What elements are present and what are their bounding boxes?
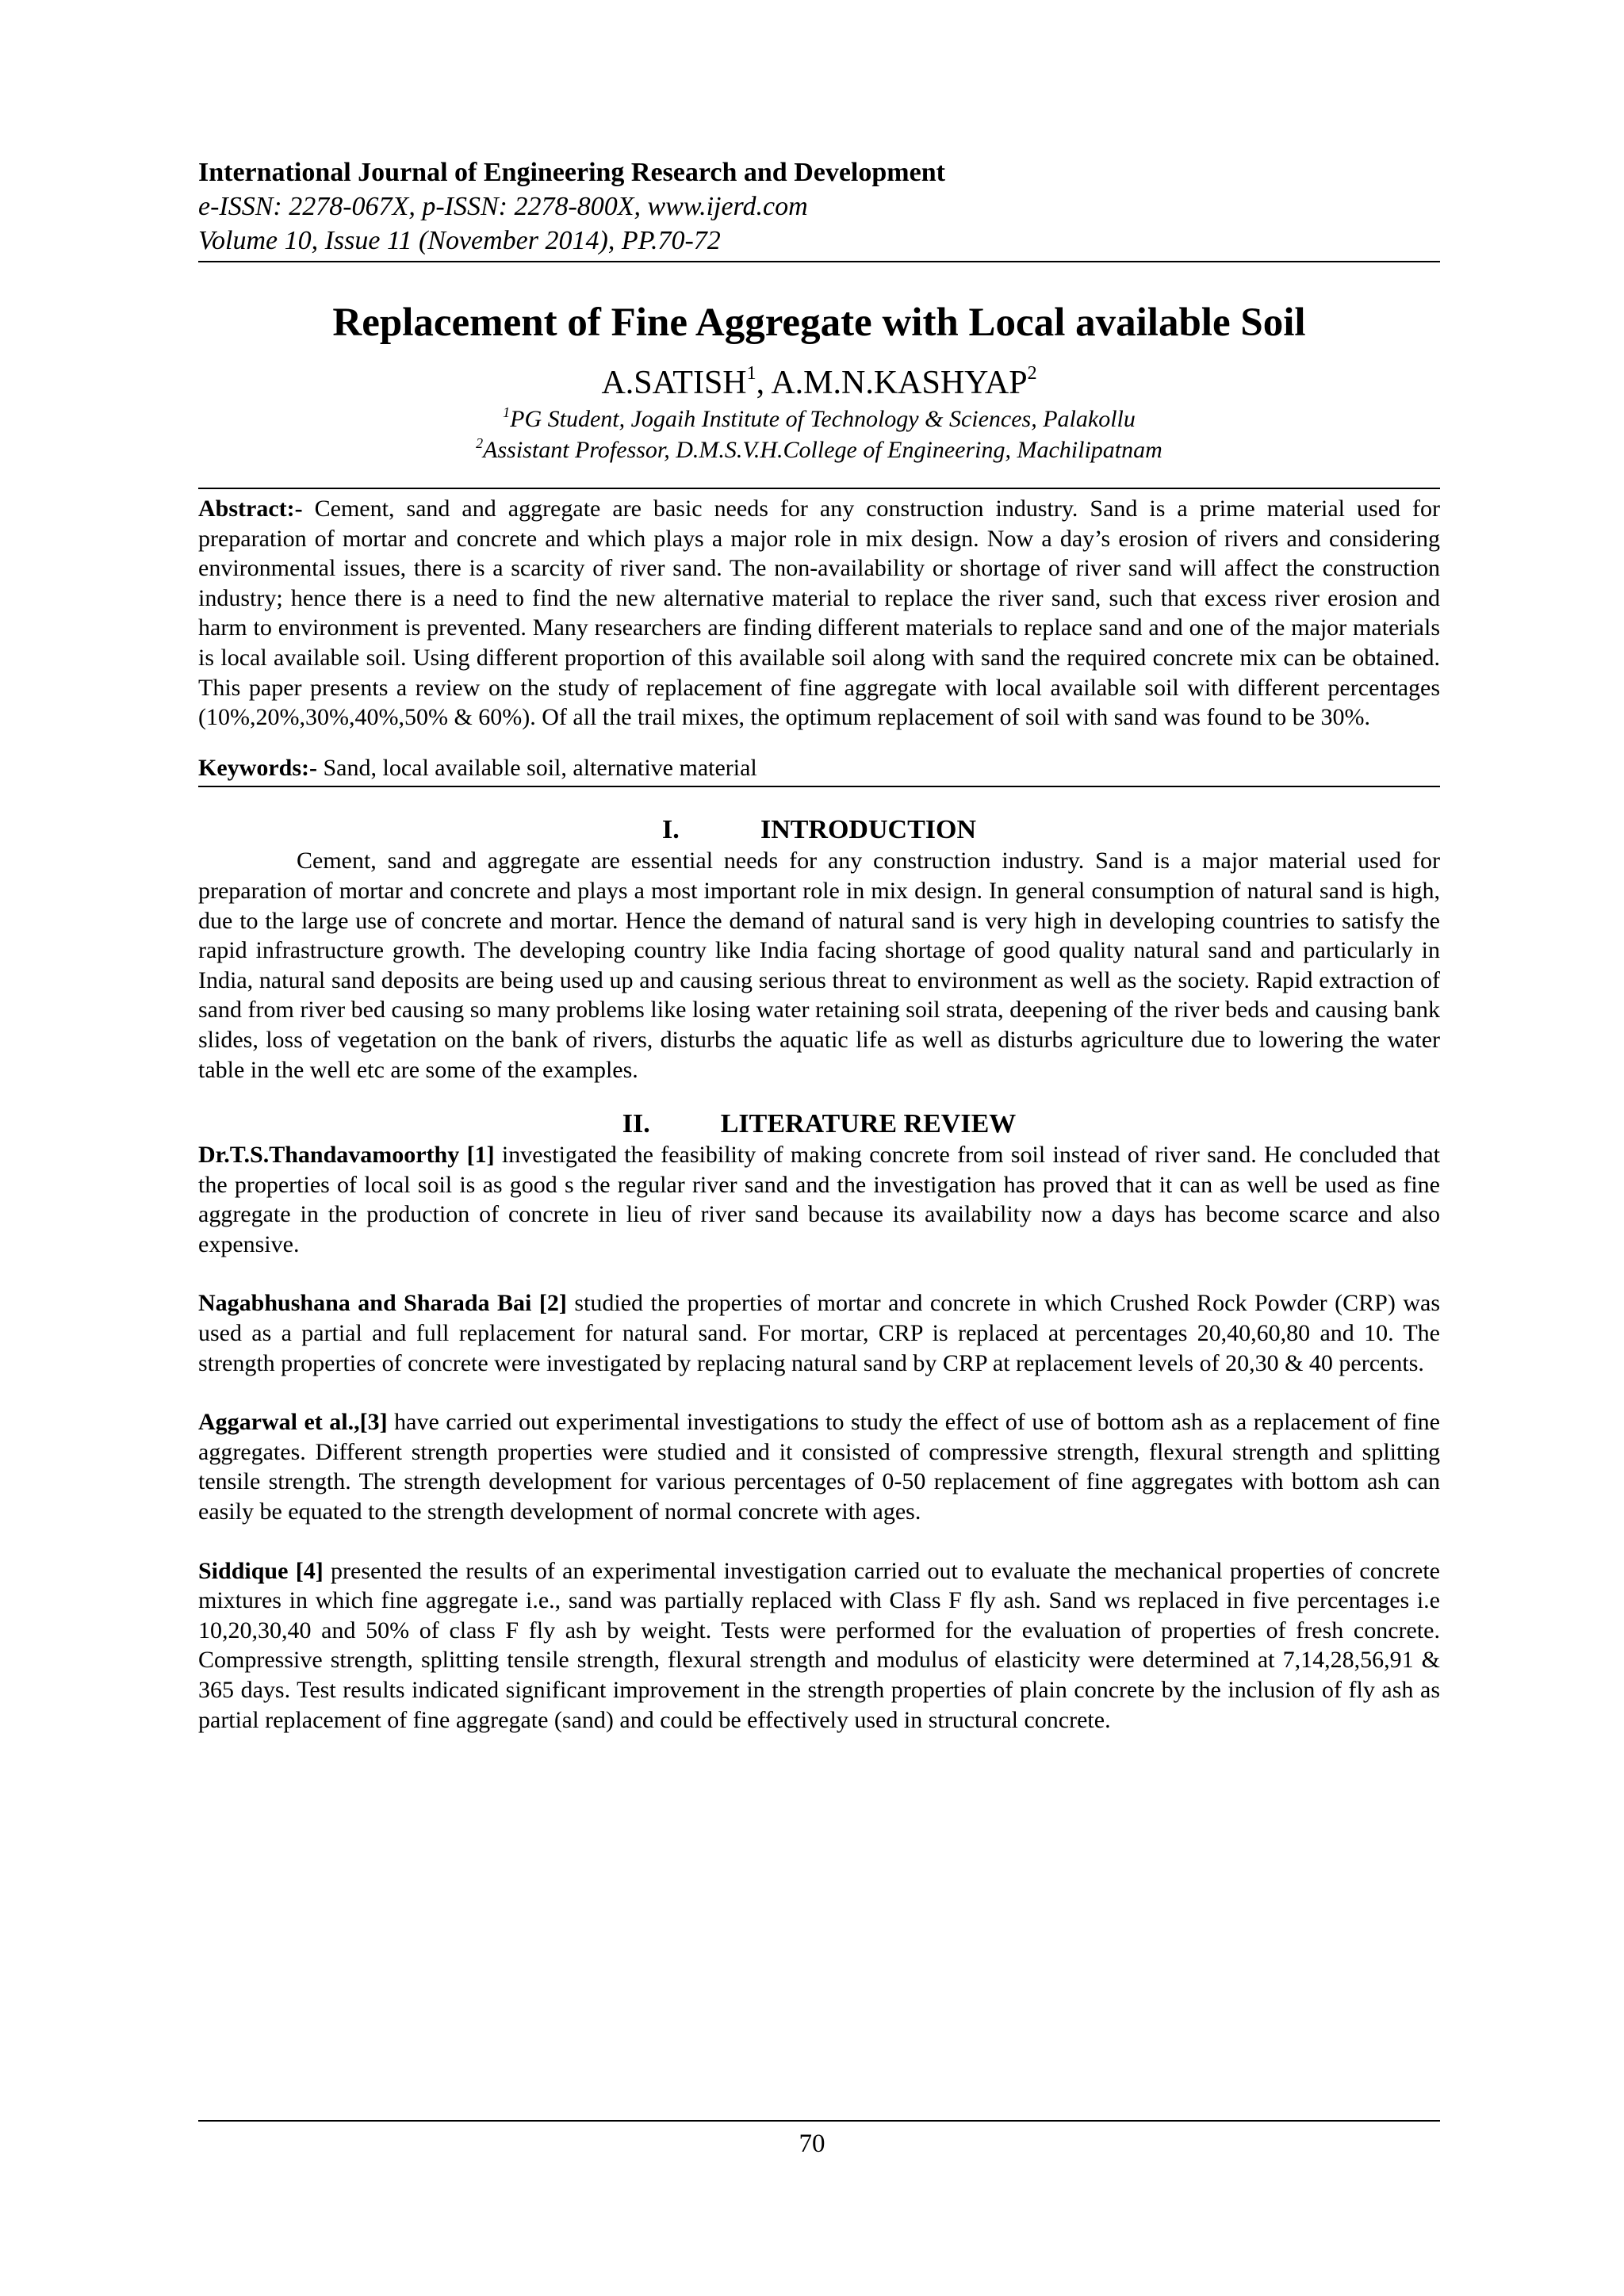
section-number: I. [661,815,680,845]
literature-paragraph [198,1407,1440,1526]
reference-lead: Aggarwal et al.,[3] [198,1409,388,1436]
footer-rule [198,2120,1440,2122]
reference-lead: Siddique [4] [198,1557,324,1584]
paragraph-text: presented the results of an experimental investigation carried out to evaluate the mechanical properties of concrete mixtures in which fine aggregate i.e., sand was partially replaced with Class F fly ash. Sand ws replaced in five percentages i.e 10,20,30,40 and 50% of class F fly ash by weight. Tests were performed for the evaluation of properties of fresh concrete. Compressive strength, splitting tensile strength, flexural strength and modulus of elasticity were determined at 7,14,28,56,91 & 365 days. Test results indicated significant improvement in the strength properties of plain concrete by the inclusion of fly ash as partial replacement of fine aggregate (sand) and could be effectively used in structural concrete. [198,1557,1440,1733]
affiliation-text: Assistant Professor, D.M.S.V.H.College of Engineering, Machilipatnam [483,437,1162,463]
abstract [198,494,1440,733]
affiliation-sup: 1 [503,404,511,420]
paper-title: Replacement of Fine Aggregate with Local available Soil [332,300,1306,345]
journal-name: International Journal of Engineering Research and Development [198,158,945,187]
paragraph-text: studied the properties of mortar and concrete in which Crushed Rock Powder (CRP) was used as a partial and full replacement for natural sand. For mortar, CRP is replaced at percentages 20,40,60,80 and 10. The strength properties of concrete were investigated by replacing natural sand by CRP at replacement levels of 20,30 & 40 percents. [198,1290,1440,1376]
author-name: A.M.N.KASHYAP [771,365,1028,401]
section-title: INTRODUCTION [760,815,977,845]
section-number: II. [622,1109,650,1139]
journal-header [198,155,1440,258]
keywords-rule [198,786,1440,787]
reference-lead: Nagabhushana and Sharada Bai [2] [198,1290,567,1317]
abstract-label: Abstract:- [198,496,303,522]
keywords-text: Sand, local available soil, alternative material [316,754,757,781]
affiliation-text: PG Student, Jogaih Institute of Technology & Sciences, Palakollu [510,406,1136,432]
section-heading-literature-review [198,1108,1440,1140]
paragraph-text: investigated the feasibility of making concrete from soil instead of river sand. He concluded that the properties of local soil is as good s the regular river sand and the investigation has proved that it can as well be used as fine aggregate in the production of concrete in lieu of river sand because its availability now a days has become scarce and also expensive. [198,1142,1441,1257]
author-name: A.SATISH [601,365,747,401]
introduction-paragraph: Cement, sand and aggregate are essential needs for any construction industry. Sand is a major material used for preparation of mortar and concrete and plays a most important role in mix design. In general consumption of natural sand is high, due to the large use of concrete and mortar. Hence the demand of natural sand is very high in developing countries to satisfy the rapid infrastructure growth. The developing country like India facing shortage of good quality natural sand and particularly in India, natural sand deposits are being used up and causing serious threat to environment as well as the society. Rapid extraction of sand from river bed causing so many problems like losing water retaining soil strata, deepening of the river beds and causing bank slides, loss of vegetation on the bank of rivers, disturbs the aquatic life as well as disturbs agriculture due to lowering the water table in the well etc are some of the examples. [198,848,1440,1083]
abstract-rule [198,488,1440,489]
author-sup: 2 [1027,363,1037,384]
reference-lead: Dr.T.S.Thandavamoorthy [1] [198,1142,495,1169]
literature-paragraph [198,1288,1440,1378]
literature-paragraph [198,1556,1440,1735]
keywords [198,753,1440,783]
page-number: 70 [799,2130,825,2158]
paragraph-text: have carried out experimental investigations to study the effect of use of bottom ash as a replacement of fine aggregates. Different strength properties were studied and it consisted of compressive strength, flexural strength and splitting tensile strength. The strength development for various percentages of 0-50 replacement of fine aggregates with bottom ash can easily be equated to the strength development of normal concrete with ages. [198,1409,1440,1525]
literature-paragraph [198,1140,1440,1259]
section-title: LITERATURE REVIEW [720,1109,1017,1139]
section-heading-introduction [198,814,1440,846]
author-separator: , [756,365,772,401]
header-rule [198,261,1440,262]
affiliation [198,404,1440,434]
keywords-label: Keywords:- [198,754,317,781]
paper-authors [198,362,1440,404]
abstract-text: Cement, sand and aggregate are basic needs for any construction industry. Sand is a prime material used for preparation of mortar and concrete and which plays a major role in mix design. Now a day’s erosion of rivers and considering environmental issues, there is a scarcity of river sand. The non-availability or shortage of river sand will affect the construction industry; hence there is a need to find the new alternative material to replace the river sand, such that excess river erosion and harm to environment is prevented. Many researchers are finding different materials to replace sand and one of the major materials is local available soil. Using different proportion of this available soil along with sand the required concrete mix can be obtained. This paper presents a review on the study of replacement of fine aggregate with local available soil with different percentages (10%,20%,30%,40%,50% & 60%). Of all the trail mixes, the optimum replacement of soil with sand was found to be 30%. [198,496,1440,731]
affiliation-sup: 2 [476,435,484,451]
journal-issn: e-ISSN: 2278-067X, p-ISSN: 2278-800X, www.ijerd.com [198,192,808,221]
author-sup: 1 [746,363,756,384]
journal-volume: Volume 10, Issue 11 (November 2014), PP.70-72 [198,226,721,255]
affiliation [198,434,1440,465]
page-content [198,155,1440,1735]
